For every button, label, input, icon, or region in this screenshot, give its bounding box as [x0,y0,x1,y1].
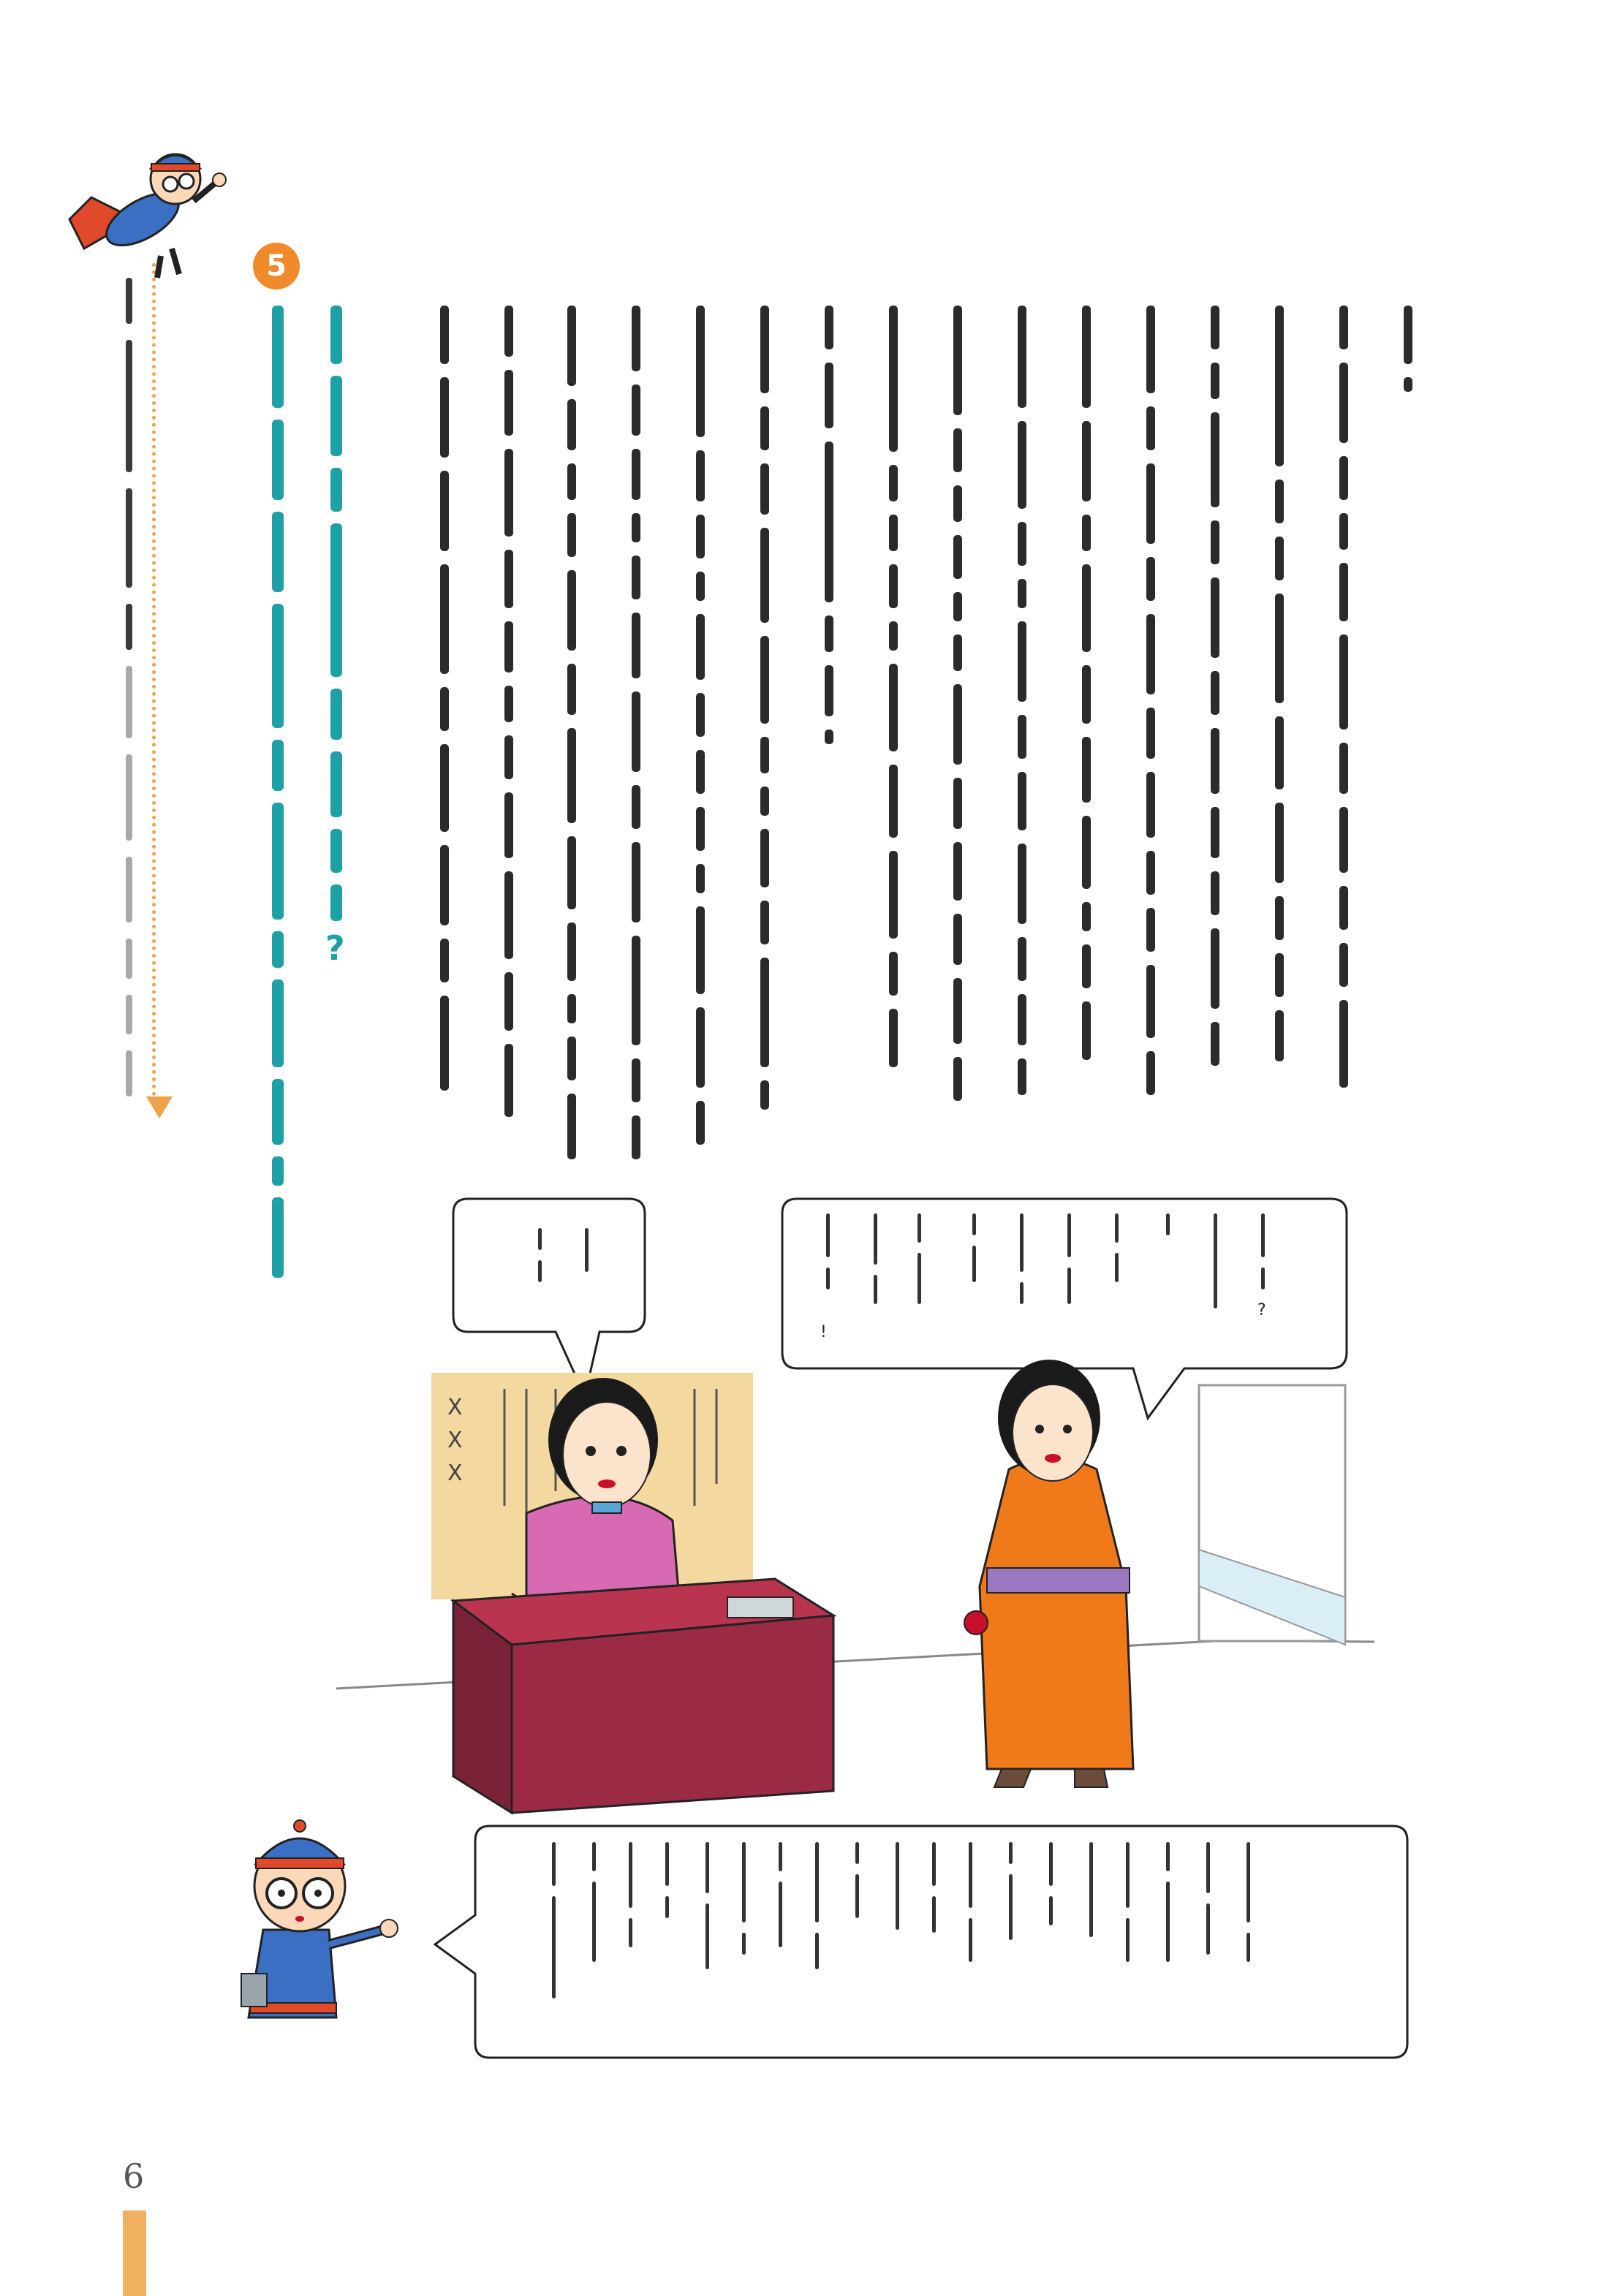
bubble-text-column [1166,1213,1170,1235]
page-number: 6 [123,2156,145,2196]
bubble-text-column [1020,1213,1024,1304]
bubble-text-column [705,1842,709,1969]
bubble-text-column [742,1842,746,1955]
board-mark: X [447,1395,463,1420]
bubble-exclamation: ! [820,1323,827,1341]
bubble-text-column [1049,1842,1053,1925]
bubble-text-column [585,1228,589,1272]
bubble-text-column [1126,1842,1130,1962]
bubble-text-column [1166,1842,1170,1962]
pointing-boy-mascot-icon [241,1820,398,2017]
speech-bubble-woman-pink [453,1199,645,1396]
bubble-text-column [969,1842,972,1962]
section-number-badge: 5 [253,243,300,289]
bubble-text-column [815,1842,819,1969]
bubble-text-column [918,1213,921,1304]
board-mark: X [447,1428,463,1453]
bubble-text-column [538,1228,542,1282]
bubble-text-column [552,1842,556,1998]
section-heading-question-mark: ? [325,928,345,968]
bubble-text-column [1009,1842,1013,1940]
board-mark: X [447,1460,463,1486]
bubble-text-column [826,1213,830,1289]
bubble-text-column [896,1842,899,1930]
speech-bubble-mascot [435,1826,1407,2058]
bubble-text-column [1206,1842,1210,1955]
bubble-text-column [972,1213,976,1282]
bubble-question-mark: ? [1257,1301,1266,1319]
bubble-text-column [1089,1842,1093,1937]
reception-desk [453,1579,833,1813]
bubble-text-column [855,1842,859,1918]
bubble-text-column [932,1842,936,1933]
bubble-text-column [874,1213,877,1304]
bubble-text-column [1067,1213,1071,1304]
bubble-text-column [629,1842,632,1947]
bubble-text-column [1261,1213,1265,1289]
bubble-text-column [1246,1842,1250,1962]
woman-orange-dress [964,1360,1133,1787]
bubble-text-column [1214,1213,1217,1308]
bubble-text-column [1115,1213,1119,1282]
bubble-text-column [665,1842,669,1918]
bubble-text-column [592,1842,596,1962]
bubble-text-column [779,1842,782,1947]
